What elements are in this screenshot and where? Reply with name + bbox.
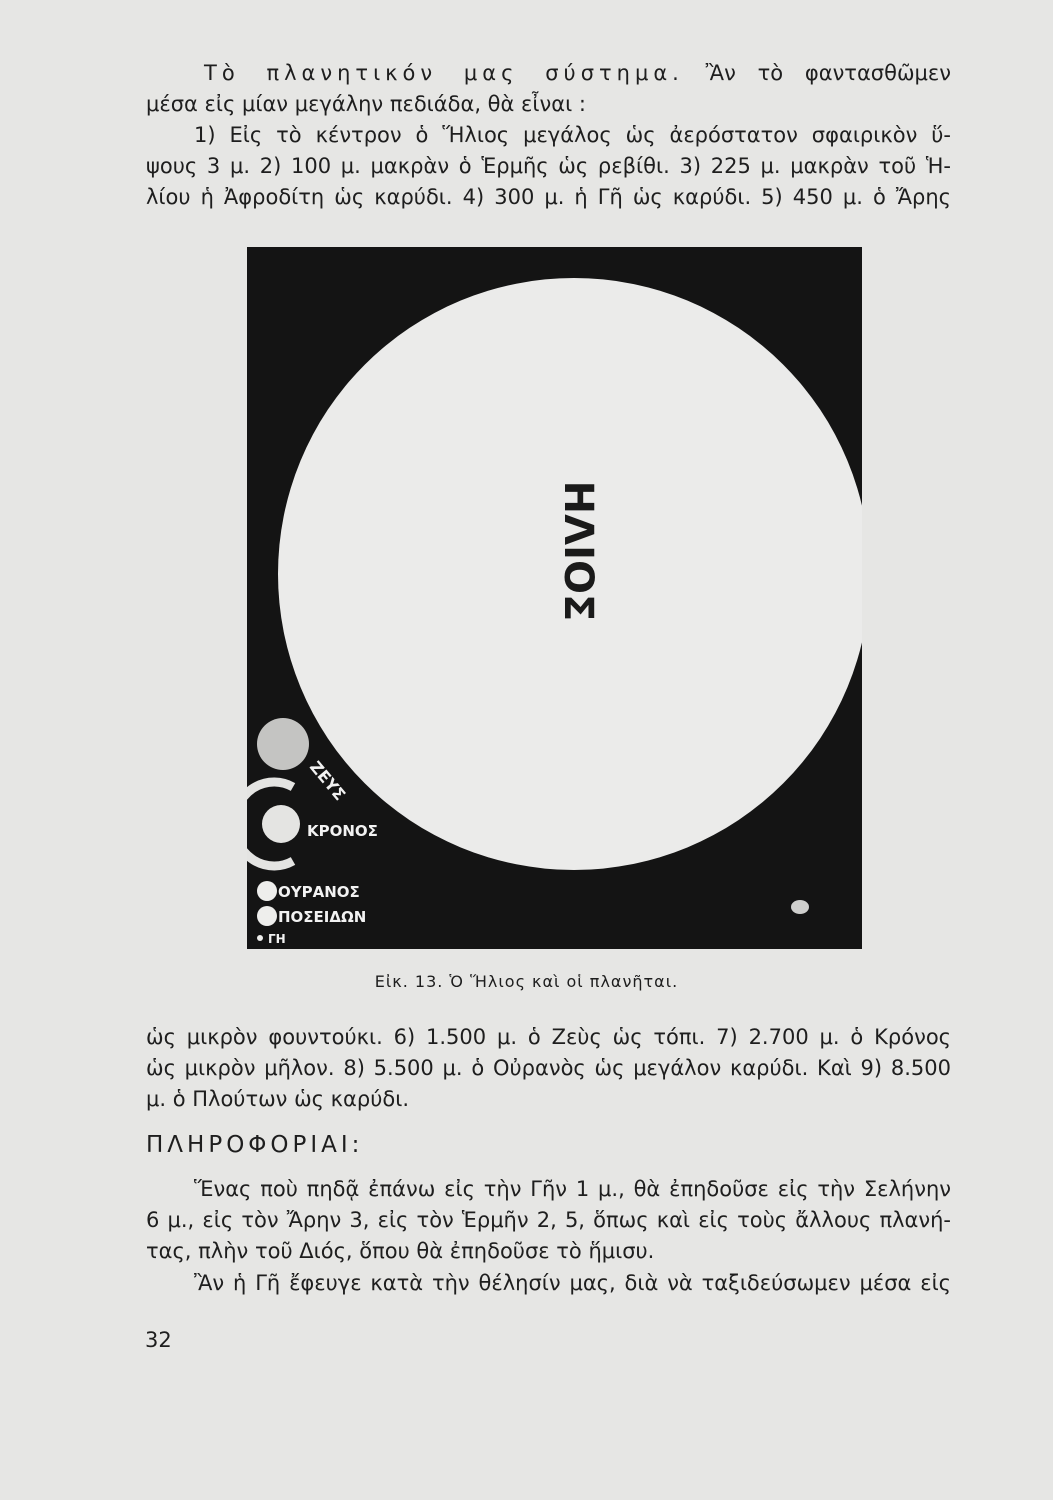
sun-planets-figure xyxy=(247,247,862,949)
saturn-label: ΚΡΟΝΟΣ xyxy=(307,822,378,840)
sun-label: ΗΛΙΟΣ xyxy=(555,480,601,622)
jump-line-1: Ἕνας ποὺ πηδᾷ ἐπάνω εἰς τὴν Γῆν 1 μ., θὰ ἐπηδοῦσε εἰς τὴν Σελήνην xyxy=(194,1177,951,1201)
small-planet-mark xyxy=(791,900,809,914)
earth-dot xyxy=(257,935,263,941)
figure-illustration xyxy=(247,247,862,949)
paragraph-jump xyxy=(146,1174,951,1267)
earth-label: ΓΗ xyxy=(268,932,286,946)
intro-line-1 xyxy=(146,58,951,89)
paragraph-continuation xyxy=(146,1022,951,1115)
neptune-disc xyxy=(257,906,277,926)
page-number: 32 xyxy=(145,1328,172,1352)
jupiter-disc xyxy=(257,718,309,770)
paragraph-list xyxy=(146,120,951,213)
neptune-label: ΠΟΣΕΙΔΩΝ xyxy=(278,908,367,926)
list-line-2: ψους 3 μ. 2) 100 μ. μακρὰν ὁ Ἑρμῆς ὡς ρεβίθι. 3) 225 μ. μακρὰν τοῦ Ἡ- xyxy=(146,154,951,178)
uranus-disc xyxy=(257,881,277,901)
intro-rest: Ἂν τὸ φαντασθῶμεν xyxy=(705,61,951,85)
paragraph-intro xyxy=(146,58,951,120)
saturn-disc xyxy=(262,805,300,843)
section-heading: ΠΛΗΡΟΦΟΡΙΑΙ: xyxy=(146,1132,364,1158)
list-line-1: 1) Εἰς τὸ κέντρον ὁ Ἥλιος μεγάλος ὡς ἀερόστατον σφαιρικὸν ὕ- xyxy=(194,123,951,147)
jump-line-2: 6 μ., εἰς τὸν Ἄρην 3, εἰς τὸν Ἑρμῆν 2, 5, ὅπως καὶ εἰς τοὺς ἄλλους πλανή- xyxy=(146,1208,951,1232)
list-line-3: λίου ἡ Ἀφροδίτη ὡς καρύδι. 4) 300 μ. ἡ Γῆ ὡς καρύδι. 5) 450 μ. ὁ Ἄρης xyxy=(146,185,951,209)
continuation-line-1: ὡς μικρὸν φουντούκι. 6) 1.500 μ. ὁ Ζεὺς ὡς τόπι. 7) 2.700 μ. ὁ Κρόνος xyxy=(146,1025,951,1049)
uranus-label: ΟΥΡΑΝΟΣ xyxy=(278,883,360,901)
intro-lead: Τὸ πλανητικόν μας σύστημα. xyxy=(204,61,684,85)
continuation-line-2: ὡς μικρὸν μῆλον. 8) 5.500 μ. ὁ Οὐρανὸς ὡς μεγάλον καρύδι. Καὶ 9) 8.500 xyxy=(146,1056,951,1080)
figure-caption: Εἰκ. 13. Ὁ Ἥλιος καὶ οἱ πλανῆται. xyxy=(374,972,679,991)
paragraph-earth xyxy=(146,1268,951,1299)
intro-line-2: μέσα εἰς μίαν μεγάλην πεδιάδα, θὰ εἶναι : xyxy=(146,92,586,116)
earth-line-1: Ἂν ἡ Γῆ ἔφευγε κατὰ τὴν θέλησίν μας, διὰ νὰ ταξιδεύσωμεν μέσα εἰς xyxy=(194,1271,951,1295)
jupiter-label: ΖΕΥΣ xyxy=(305,757,350,805)
continuation-line-3: μ. ὁ Πλούτων ὡς καρύδι. xyxy=(146,1087,410,1111)
jump-line-3: τας, πλὴν τοῦ Διός, ὅπου θὰ ἐπηδοῦσε τὸ ἥμισυ. xyxy=(146,1239,655,1263)
